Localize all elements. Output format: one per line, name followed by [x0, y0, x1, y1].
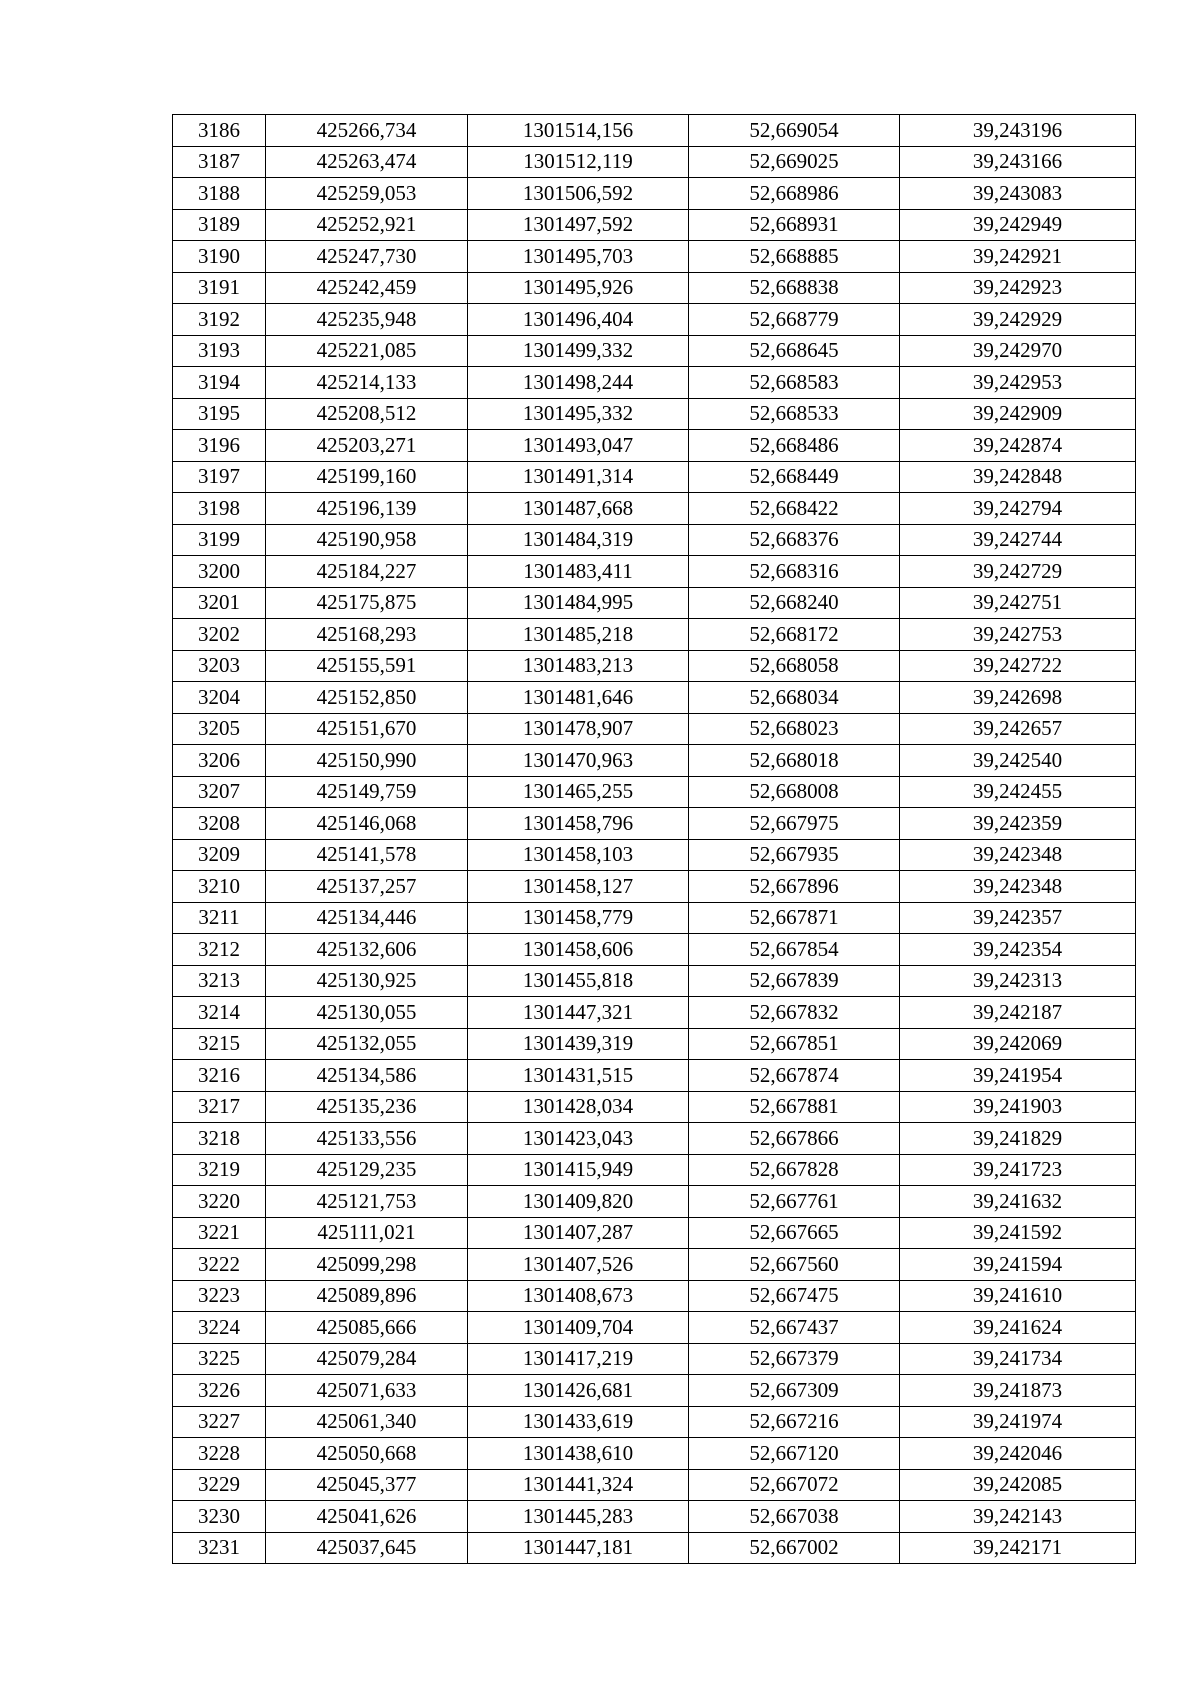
longitude-cell: 39,242171	[900, 1532, 1136, 1564]
point-number-cell: 3194	[173, 367, 266, 399]
point-number-cell: 3190	[173, 241, 266, 273]
table-row	[173, 1438, 1136, 1470]
table-row	[173, 524, 1136, 556]
x-coordinate-cell: 425137,257	[266, 871, 468, 903]
y-coordinate-cell: 1301423,043	[468, 1123, 689, 1155]
coordinates-table-body	[173, 115, 1136, 1564]
x-coordinate-cell: 425252,921	[266, 209, 468, 241]
point-number-cell: 3220	[173, 1186, 266, 1218]
latitude-cell: 52,668583	[689, 367, 900, 399]
longitude-cell: 39,243083	[900, 178, 1136, 210]
latitude-cell: 52,668533	[689, 398, 900, 430]
x-coordinate-cell: 425247,730	[266, 241, 468, 273]
x-coordinate-cell: 425085,666	[266, 1312, 468, 1344]
longitude-cell: 39,242455	[900, 776, 1136, 808]
latitude-cell: 52,668376	[689, 524, 900, 556]
table-row	[173, 1186, 1136, 1218]
longitude-cell: 39,241734	[900, 1343, 1136, 1375]
table-row	[173, 335, 1136, 367]
point-number-cell: 3224	[173, 1312, 266, 1344]
table-row	[173, 650, 1136, 682]
table-row	[173, 682, 1136, 714]
latitude-cell: 52,668058	[689, 650, 900, 682]
latitude-cell: 52,668422	[689, 493, 900, 525]
table-row	[173, 1060, 1136, 1092]
longitude-cell: 39,242921	[900, 241, 1136, 273]
y-coordinate-cell: 1301495,332	[468, 398, 689, 430]
point-number-cell: 3209	[173, 839, 266, 871]
latitude-cell: 52,667120	[689, 1438, 900, 1470]
point-number-cell: 3208	[173, 808, 266, 840]
latitude-cell: 52,667828	[689, 1154, 900, 1186]
point-number-cell: 3218	[173, 1123, 266, 1155]
x-coordinate-cell: 425184,227	[266, 556, 468, 588]
table-row	[173, 1312, 1136, 1344]
latitude-cell: 52,668008	[689, 776, 900, 808]
x-coordinate-cell: 425041,626	[266, 1501, 468, 1533]
longitude-cell: 39,242929	[900, 304, 1136, 336]
y-coordinate-cell: 1301426,681	[468, 1375, 689, 1407]
table-row	[173, 398, 1136, 430]
table-row	[173, 493, 1136, 525]
y-coordinate-cell: 1301447,181	[468, 1532, 689, 1564]
latitude-cell: 52,667935	[689, 839, 900, 871]
table-row	[173, 745, 1136, 777]
longitude-cell: 39,242046	[900, 1438, 1136, 1470]
table-row	[173, 997, 1136, 1029]
table-row	[173, 1343, 1136, 1375]
latitude-cell: 52,667072	[689, 1469, 900, 1501]
latitude-cell: 52,667560	[689, 1249, 900, 1281]
latitude-cell: 52,668885	[689, 241, 900, 273]
x-coordinate-cell: 425168,293	[266, 619, 468, 651]
table-row	[173, 1280, 1136, 1312]
longitude-cell: 39,242085	[900, 1469, 1136, 1501]
x-coordinate-cell: 425079,284	[266, 1343, 468, 1375]
latitude-cell: 52,668986	[689, 178, 900, 210]
table-row	[173, 871, 1136, 903]
x-coordinate-cell: 425208,512	[266, 398, 468, 430]
longitude-cell: 39,241632	[900, 1186, 1136, 1218]
longitude-cell: 39,241610	[900, 1280, 1136, 1312]
latitude-cell: 52,669054	[689, 115, 900, 147]
table-row	[173, 776, 1136, 808]
longitude-cell: 39,241723	[900, 1154, 1136, 1186]
longitude-cell: 39,241954	[900, 1060, 1136, 1092]
latitude-cell: 52,667379	[689, 1343, 900, 1375]
table-row	[173, 209, 1136, 241]
x-coordinate-cell: 425129,235	[266, 1154, 468, 1186]
table-row	[173, 808, 1136, 840]
y-coordinate-cell: 1301431,515	[468, 1060, 689, 1092]
point-number-cell: 3216	[173, 1060, 266, 1092]
latitude-cell: 52,667475	[689, 1280, 900, 1312]
y-coordinate-cell: 1301484,995	[468, 587, 689, 619]
y-coordinate-cell: 1301499,332	[468, 335, 689, 367]
x-coordinate-cell: 425235,948	[266, 304, 468, 336]
table-row	[173, 1532, 1136, 1564]
table-row	[173, 839, 1136, 871]
point-number-cell: 3222	[173, 1249, 266, 1281]
x-coordinate-cell: 425130,055	[266, 997, 468, 1029]
table-row	[173, 1501, 1136, 1533]
latitude-cell: 52,668645	[689, 335, 900, 367]
x-coordinate-cell: 425130,925	[266, 965, 468, 997]
longitude-cell: 39,241903	[900, 1091, 1136, 1123]
point-number-cell: 3205	[173, 713, 266, 745]
point-number-cell: 3231	[173, 1532, 266, 1564]
point-number-cell: 3213	[173, 965, 266, 997]
x-coordinate-cell: 425152,850	[266, 682, 468, 714]
longitude-cell: 39,242923	[900, 272, 1136, 304]
x-coordinate-cell: 425203,271	[266, 430, 468, 462]
x-coordinate-cell: 425133,556	[266, 1123, 468, 1155]
point-number-cell: 3187	[173, 146, 266, 178]
point-number-cell: 3217	[173, 1091, 266, 1123]
x-coordinate-cell: 425045,377	[266, 1469, 468, 1501]
y-coordinate-cell: 1301458,606	[468, 934, 689, 966]
point-number-cell: 3223	[173, 1280, 266, 1312]
table-row	[173, 241, 1136, 273]
x-coordinate-cell: 425259,053	[266, 178, 468, 210]
point-number-cell: 3186	[173, 115, 266, 147]
x-coordinate-cell: 425132,606	[266, 934, 468, 966]
table-row	[173, 619, 1136, 651]
y-coordinate-cell: 1301493,047	[468, 430, 689, 462]
y-coordinate-cell: 1301417,219	[468, 1343, 689, 1375]
longitude-cell: 39,241624	[900, 1312, 1136, 1344]
x-coordinate-cell: 425199,160	[266, 461, 468, 493]
latitude-cell: 52,667874	[689, 1060, 900, 1092]
longitude-cell: 39,242794	[900, 493, 1136, 525]
longitude-cell: 39,242313	[900, 965, 1136, 997]
latitude-cell: 52,668018	[689, 745, 900, 777]
latitude-cell: 52,667665	[689, 1217, 900, 1249]
table-row	[173, 367, 1136, 399]
latitude-cell: 52,667854	[689, 934, 900, 966]
x-coordinate-cell: 425099,298	[266, 1249, 468, 1281]
point-number-cell: 3197	[173, 461, 266, 493]
x-coordinate-cell: 425146,068	[266, 808, 468, 840]
point-number-cell: 3211	[173, 902, 266, 934]
longitude-cell: 39,242874	[900, 430, 1136, 462]
point-number-cell: 3225	[173, 1343, 266, 1375]
x-coordinate-cell: 425050,668	[266, 1438, 468, 1470]
table-row	[173, 430, 1136, 462]
x-coordinate-cell: 425037,645	[266, 1532, 468, 1564]
table-row	[173, 1469, 1136, 1501]
point-number-cell: 3196	[173, 430, 266, 462]
y-coordinate-cell: 1301497,592	[468, 209, 689, 241]
coordinates-table	[172, 114, 1136, 1564]
table-row	[173, 556, 1136, 588]
latitude-cell: 52,667881	[689, 1091, 900, 1123]
y-coordinate-cell: 1301428,034	[468, 1091, 689, 1123]
point-number-cell: 3206	[173, 745, 266, 777]
x-coordinate-cell: 425242,459	[266, 272, 468, 304]
longitude-cell: 39,241829	[900, 1123, 1136, 1155]
x-coordinate-cell: 425221,085	[266, 335, 468, 367]
latitude-cell: 52,667038	[689, 1501, 900, 1533]
y-coordinate-cell: 1301498,244	[468, 367, 689, 399]
point-number-cell: 3212	[173, 934, 266, 966]
longitude-cell: 39,242751	[900, 587, 1136, 619]
table-row	[173, 1375, 1136, 1407]
longitude-cell: 39,242069	[900, 1028, 1136, 1060]
x-coordinate-cell: 425141,578	[266, 839, 468, 871]
x-coordinate-cell: 425089,896	[266, 1280, 468, 1312]
x-coordinate-cell: 425134,446	[266, 902, 468, 934]
latitude-cell: 52,667866	[689, 1123, 900, 1155]
y-coordinate-cell: 1301478,907	[468, 713, 689, 745]
x-coordinate-cell: 425263,474	[266, 146, 468, 178]
x-coordinate-cell: 425214,133	[266, 367, 468, 399]
latitude-cell: 52,667832	[689, 997, 900, 1029]
table-row	[173, 965, 1136, 997]
point-number-cell: 3207	[173, 776, 266, 808]
point-number-cell: 3226	[173, 1375, 266, 1407]
y-coordinate-cell: 1301514,156	[468, 115, 689, 147]
table-row	[173, 1091, 1136, 1123]
point-number-cell: 3203	[173, 650, 266, 682]
x-coordinate-cell: 425071,633	[266, 1375, 468, 1407]
y-coordinate-cell: 1301438,610	[468, 1438, 689, 1470]
y-coordinate-cell: 1301433,619	[468, 1406, 689, 1438]
longitude-cell: 39,242909	[900, 398, 1136, 430]
x-coordinate-cell: 425190,958	[266, 524, 468, 556]
x-coordinate-cell: 425266,734	[266, 115, 468, 147]
latitude-cell: 52,668931	[689, 209, 900, 241]
x-coordinate-cell: 425132,055	[266, 1028, 468, 1060]
latitude-cell: 52,668449	[689, 461, 900, 493]
longitude-cell: 39,242540	[900, 745, 1136, 777]
y-coordinate-cell: 1301496,404	[468, 304, 689, 336]
y-coordinate-cell: 1301481,646	[468, 682, 689, 714]
latitude-cell: 52,669025	[689, 146, 900, 178]
x-coordinate-cell: 425121,753	[266, 1186, 468, 1218]
longitude-cell: 39,241974	[900, 1406, 1136, 1438]
y-coordinate-cell: 1301483,411	[468, 556, 689, 588]
y-coordinate-cell: 1301409,704	[468, 1312, 689, 1344]
point-number-cell: 3219	[173, 1154, 266, 1186]
table-row	[173, 902, 1136, 934]
latitude-cell: 52,667761	[689, 1186, 900, 1218]
table-row	[173, 304, 1136, 336]
point-number-cell: 3195	[173, 398, 266, 430]
point-number-cell: 3230	[173, 1501, 266, 1533]
point-number-cell: 3199	[173, 524, 266, 556]
latitude-cell: 52,667851	[689, 1028, 900, 1060]
point-number-cell: 3191	[173, 272, 266, 304]
longitude-cell: 39,242744	[900, 524, 1136, 556]
table-row	[173, 115, 1136, 147]
table-row	[173, 1217, 1136, 1249]
latitude-cell: 52,668240	[689, 587, 900, 619]
longitude-cell: 39,241592	[900, 1217, 1136, 1249]
table-row	[173, 934, 1136, 966]
longitude-cell: 39,242953	[900, 367, 1136, 399]
longitude-cell: 39,242348	[900, 839, 1136, 871]
y-coordinate-cell: 1301415,949	[468, 1154, 689, 1186]
latitude-cell: 52,668316	[689, 556, 900, 588]
y-coordinate-cell: 1301458,103	[468, 839, 689, 871]
point-number-cell: 3192	[173, 304, 266, 336]
y-coordinate-cell: 1301465,255	[468, 776, 689, 808]
latitude-cell: 52,668838	[689, 272, 900, 304]
longitude-cell: 39,243166	[900, 146, 1136, 178]
point-number-cell: 3214	[173, 997, 266, 1029]
point-number-cell: 3200	[173, 556, 266, 588]
longitude-cell: 39,243196	[900, 115, 1136, 147]
point-number-cell: 3228	[173, 1438, 266, 1470]
y-coordinate-cell: 1301485,218	[468, 619, 689, 651]
longitude-cell: 39,242657	[900, 713, 1136, 745]
table-row	[173, 1154, 1136, 1186]
x-coordinate-cell: 425196,139	[266, 493, 468, 525]
x-coordinate-cell: 425155,591	[266, 650, 468, 682]
y-coordinate-cell: 1301483,213	[468, 650, 689, 682]
y-coordinate-cell: 1301458,779	[468, 902, 689, 934]
y-coordinate-cell: 1301495,926	[468, 272, 689, 304]
longitude-cell: 39,242753	[900, 619, 1136, 651]
longitude-cell: 39,242348	[900, 871, 1136, 903]
y-coordinate-cell: 1301439,319	[468, 1028, 689, 1060]
latitude-cell: 52,667437	[689, 1312, 900, 1344]
point-number-cell: 3188	[173, 178, 266, 210]
longitude-cell: 39,242143	[900, 1501, 1136, 1533]
longitude-cell: 39,242359	[900, 808, 1136, 840]
table-row	[173, 272, 1136, 304]
y-coordinate-cell: 1301512,119	[468, 146, 689, 178]
y-coordinate-cell: 1301455,818	[468, 965, 689, 997]
latitude-cell: 52,668034	[689, 682, 900, 714]
longitude-cell: 39,242354	[900, 934, 1136, 966]
longitude-cell: 39,242698	[900, 682, 1136, 714]
longitude-cell: 39,242357	[900, 902, 1136, 934]
x-coordinate-cell: 425149,759	[266, 776, 468, 808]
table-row	[173, 461, 1136, 493]
x-coordinate-cell: 425151,670	[266, 713, 468, 745]
y-coordinate-cell: 1301407,526	[468, 1249, 689, 1281]
point-number-cell: 3210	[173, 871, 266, 903]
x-coordinate-cell: 425150,990	[266, 745, 468, 777]
point-number-cell: 3215	[173, 1028, 266, 1060]
point-number-cell: 3193	[173, 335, 266, 367]
table-row	[173, 146, 1136, 178]
latitude-cell: 52,667839	[689, 965, 900, 997]
longitude-cell: 39,242949	[900, 209, 1136, 241]
table-row	[173, 1123, 1136, 1155]
point-number-cell: 3202	[173, 619, 266, 651]
table-row	[173, 178, 1136, 210]
y-coordinate-cell: 1301409,820	[468, 1186, 689, 1218]
y-coordinate-cell: 1301408,673	[468, 1280, 689, 1312]
y-coordinate-cell: 1301491,314	[468, 461, 689, 493]
y-coordinate-cell: 1301487,668	[468, 493, 689, 525]
latitude-cell: 52,668023	[689, 713, 900, 745]
latitude-cell: 52,668779	[689, 304, 900, 336]
point-number-cell: 3227	[173, 1406, 266, 1438]
x-coordinate-cell: 425135,236	[266, 1091, 468, 1123]
y-coordinate-cell: 1301506,592	[468, 178, 689, 210]
latitude-cell: 52,668172	[689, 619, 900, 651]
point-number-cell: 3189	[173, 209, 266, 241]
longitude-cell: 39,242848	[900, 461, 1136, 493]
longitude-cell: 39,241594	[900, 1249, 1136, 1281]
point-number-cell: 3198	[173, 493, 266, 525]
y-coordinate-cell: 1301458,796	[468, 808, 689, 840]
latitude-cell: 52,667871	[689, 902, 900, 934]
point-number-cell: 3204	[173, 682, 266, 714]
x-coordinate-cell: 425175,875	[266, 587, 468, 619]
longitude-cell: 39,242187	[900, 997, 1136, 1029]
point-number-cell: 3201	[173, 587, 266, 619]
y-coordinate-cell: 1301458,127	[468, 871, 689, 903]
y-coordinate-cell: 1301441,324	[468, 1469, 689, 1501]
y-coordinate-cell: 1301407,287	[468, 1217, 689, 1249]
table-row	[173, 1406, 1136, 1438]
y-coordinate-cell: 1301470,963	[468, 745, 689, 777]
latitude-cell: 52,667216	[689, 1406, 900, 1438]
latitude-cell: 52,668486	[689, 430, 900, 462]
table-row	[173, 713, 1136, 745]
y-coordinate-cell: 1301495,703	[468, 241, 689, 273]
x-coordinate-cell: 425134,586	[266, 1060, 468, 1092]
latitude-cell: 52,667896	[689, 871, 900, 903]
point-number-cell: 3221	[173, 1217, 266, 1249]
y-coordinate-cell: 1301447,321	[468, 997, 689, 1029]
table-row	[173, 1249, 1136, 1281]
longitude-cell: 39,242970	[900, 335, 1136, 367]
point-number-cell: 3229	[173, 1469, 266, 1501]
longitude-cell: 39,241873	[900, 1375, 1136, 1407]
latitude-cell: 52,667975	[689, 808, 900, 840]
x-coordinate-cell: 425061,340	[266, 1406, 468, 1438]
x-coordinate-cell: 425111,021	[266, 1217, 468, 1249]
table-row	[173, 587, 1136, 619]
y-coordinate-cell: 1301445,283	[468, 1501, 689, 1533]
latitude-cell: 52,667309	[689, 1375, 900, 1407]
latitude-cell: 52,667002	[689, 1532, 900, 1564]
y-coordinate-cell: 1301484,319	[468, 524, 689, 556]
longitude-cell: 39,242729	[900, 556, 1136, 588]
longitude-cell: 39,242722	[900, 650, 1136, 682]
table-row	[173, 1028, 1136, 1060]
